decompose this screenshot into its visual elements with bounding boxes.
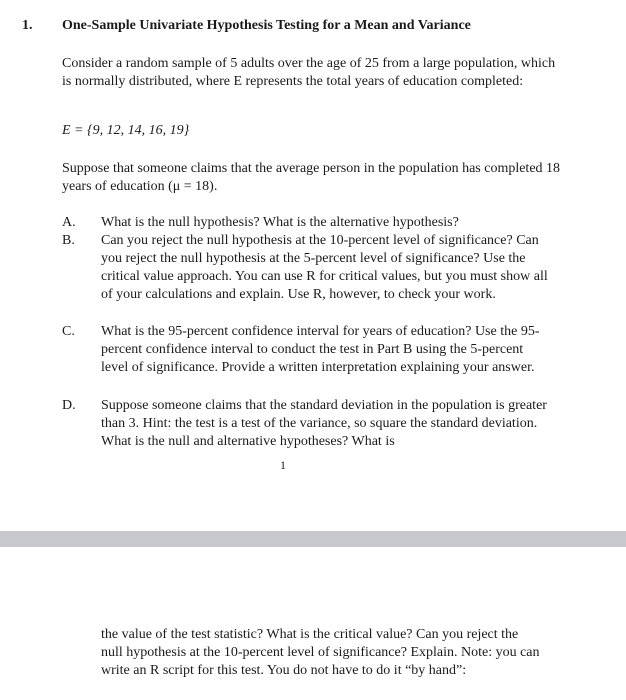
claim-paragraph: Suppose that someone claims that the average person in the population has completed 18 years of education (μ = 18). — [62, 161, 561, 194]
equation: E = {9, 12, 14, 16, 19} — [62, 123, 190, 138]
question-number: 1. — [22, 18, 33, 33]
continuation-paragraph: the value of the test statistic? What is the critical value? Can you reject the null hypothesis at the 10-percent level of significance? Explain. Note: you can write an R script for this test. You do not have to do it “by hand”: — [101, 627, 540, 678]
item-letter: B. — [62, 233, 75, 248]
item-text: What is the 95-percent confidence interval for years of education? Use the 95-percent confidence interval to conduct the test in Part B using the 5-percent level of significance. Provide a written interpretation explaining your answer. — [101, 324, 540, 375]
intro-paragraph: Consider a random sample of 5 adults over the age of 25 from a large population, which is normally distributed, where E represents the total years of education completed: — [62, 56, 556, 89]
item-letter: D. — [62, 398, 76, 413]
item-text: Suppose someone claims that the standard deviation in the population is greater than 3. Hint: the test is a test of the variance, so square the standard deviation. What is the null and alternative hypotheses? What is — [101, 398, 547, 449]
item-text: What is the null hypothesis? What is the alternative hypothesis? — [101, 215, 459, 230]
question-title: One-Sample Univariate Hypothesis Testing for a Mean and Variance — [62, 18, 471, 33]
item-text: Can you reject the null hypothesis at the 10-percent level of significance? Can you reject the null hypothesis at the 5-percent level of significance? Use the critical value approach. You can use R for critical values, but you must show all of your calculations and explain. Use R, however, to check your work. — [101, 233, 548, 302]
item-letter: C. — [62, 324, 75, 339]
item-letter: A. — [62, 215, 76, 230]
page-number: 1 — [280, 458, 286, 472]
page-break-divider — [0, 531, 626, 547]
